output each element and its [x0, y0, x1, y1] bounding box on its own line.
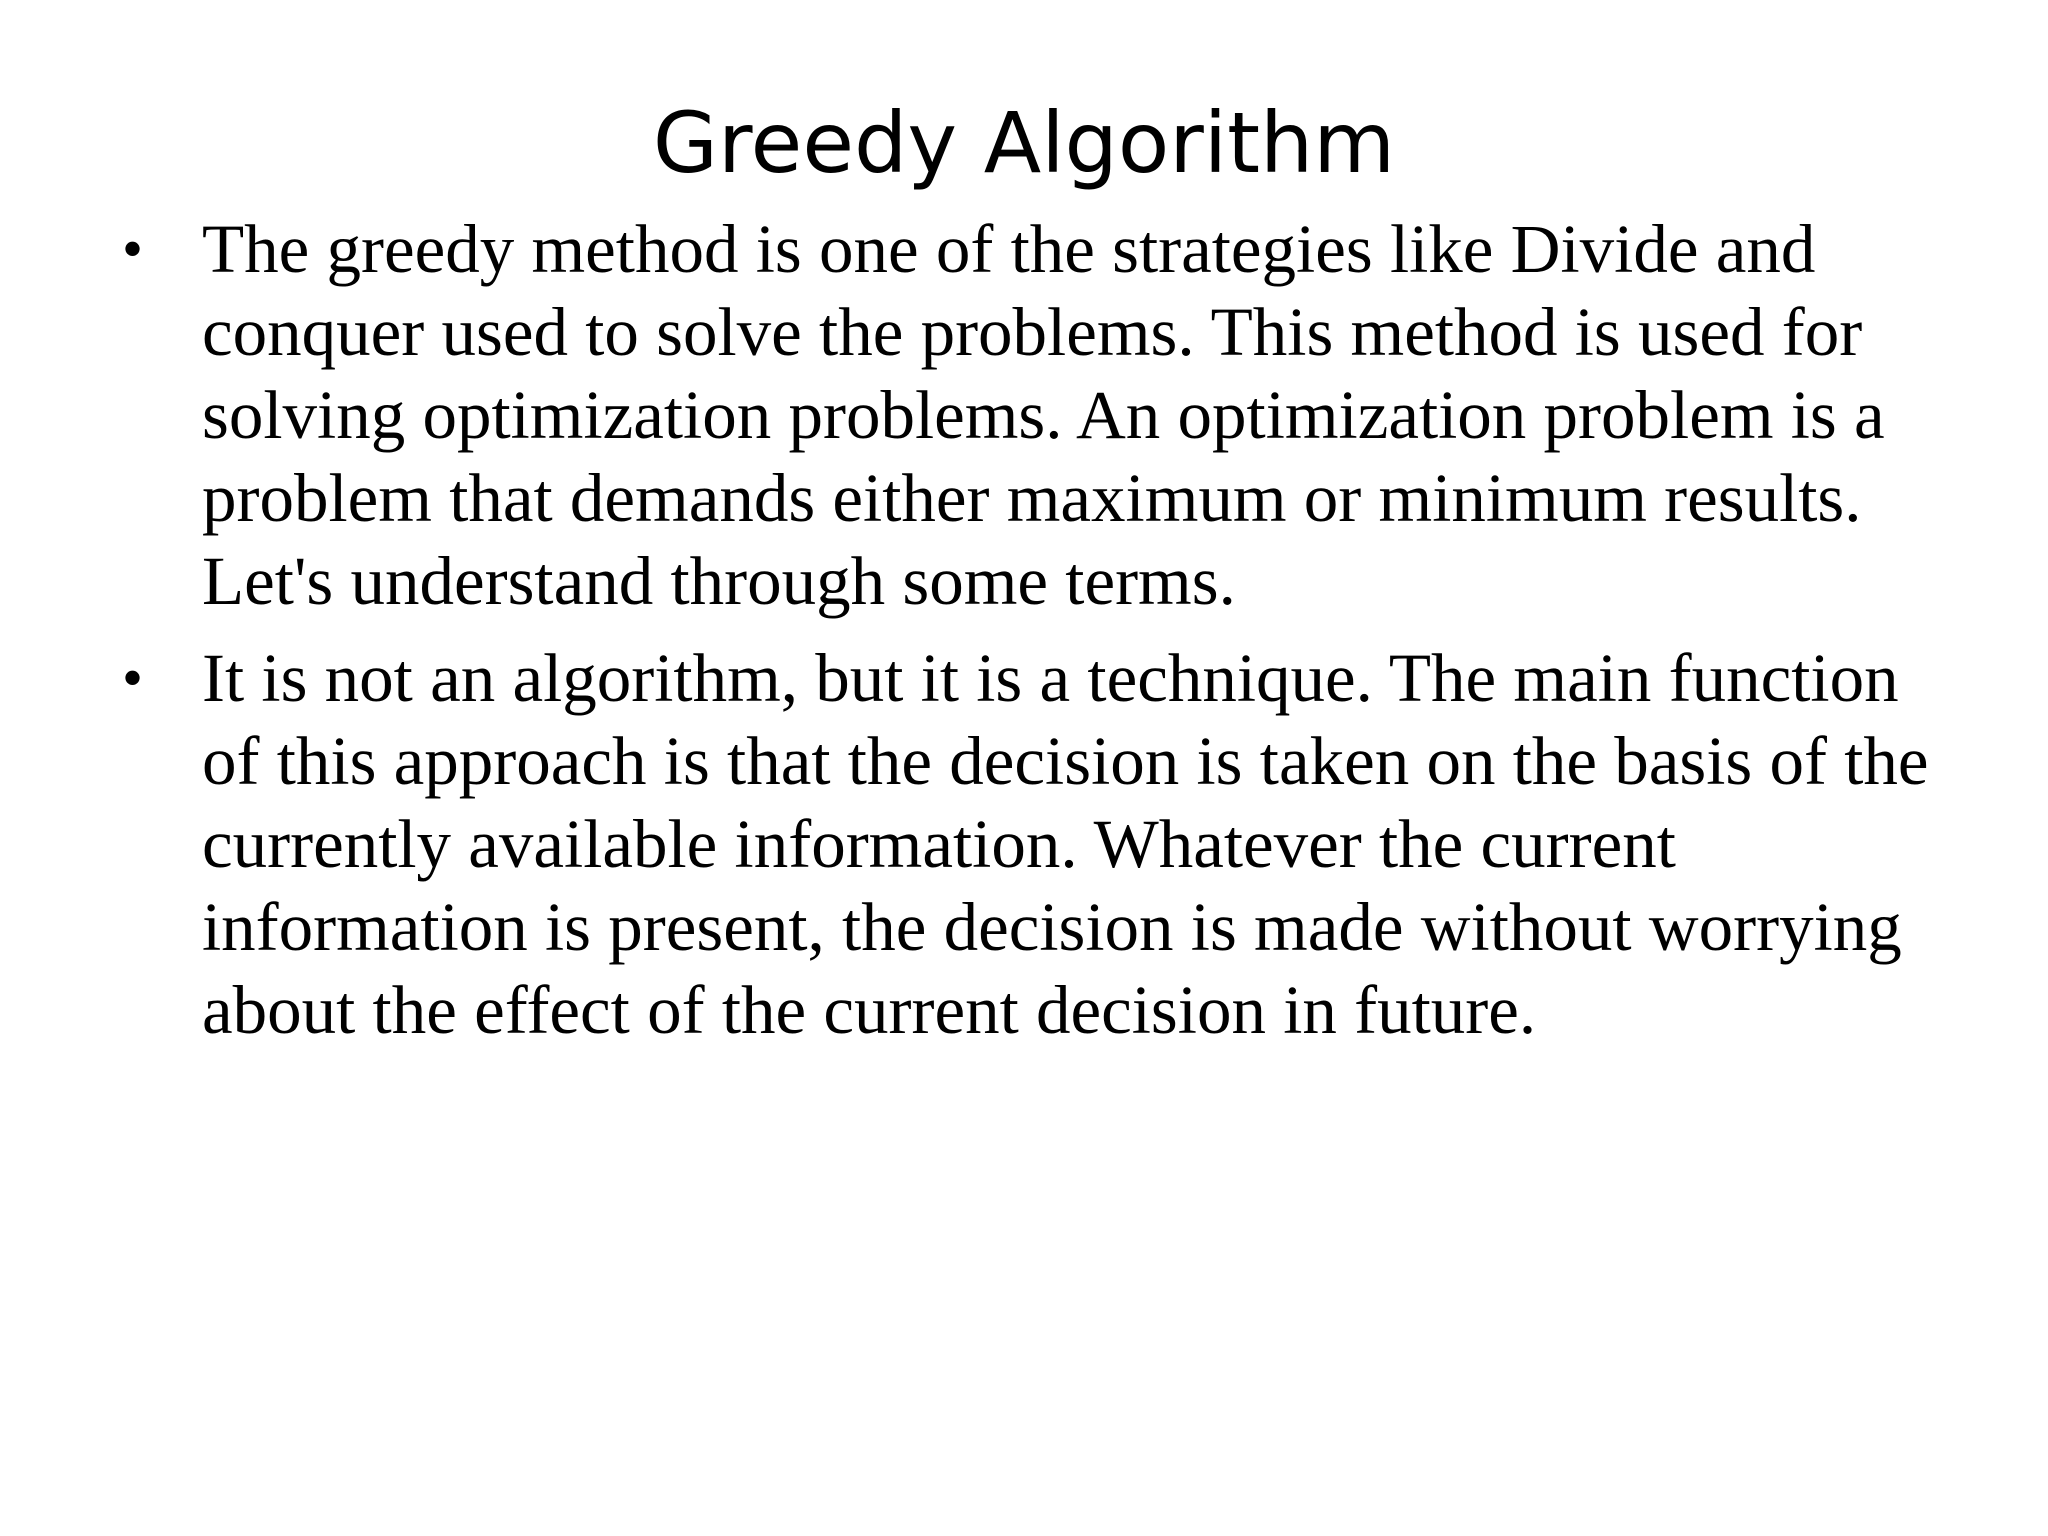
bullet-item: [122, 208, 1942, 623]
bullet-text: It is not an algorithm, but it is a technique. The main function of this approach is that the decision is taken on the basis of the currently available information. Whatever the current information is present, the decision is made without worrying about the effect of the current decision in future.: [202, 640, 1929, 1048]
bullet-item: [122, 637, 1942, 1052]
slide-title: Greedy Algorithm: [652, 94, 1396, 192]
bullet-text: The greedy method is one of the strategies like Divide and conquer used to solve the problems. This method is used for solving optimization problems. An optimization problem is a problem that demands either maximum or minimum results. Let's understand through some terms.: [202, 211, 1885, 619]
bullet-dot-icon: •: [122, 216, 144, 282]
bullet-dot-icon: •: [122, 645, 144, 711]
bullet-list: [122, 208, 1942, 1066]
